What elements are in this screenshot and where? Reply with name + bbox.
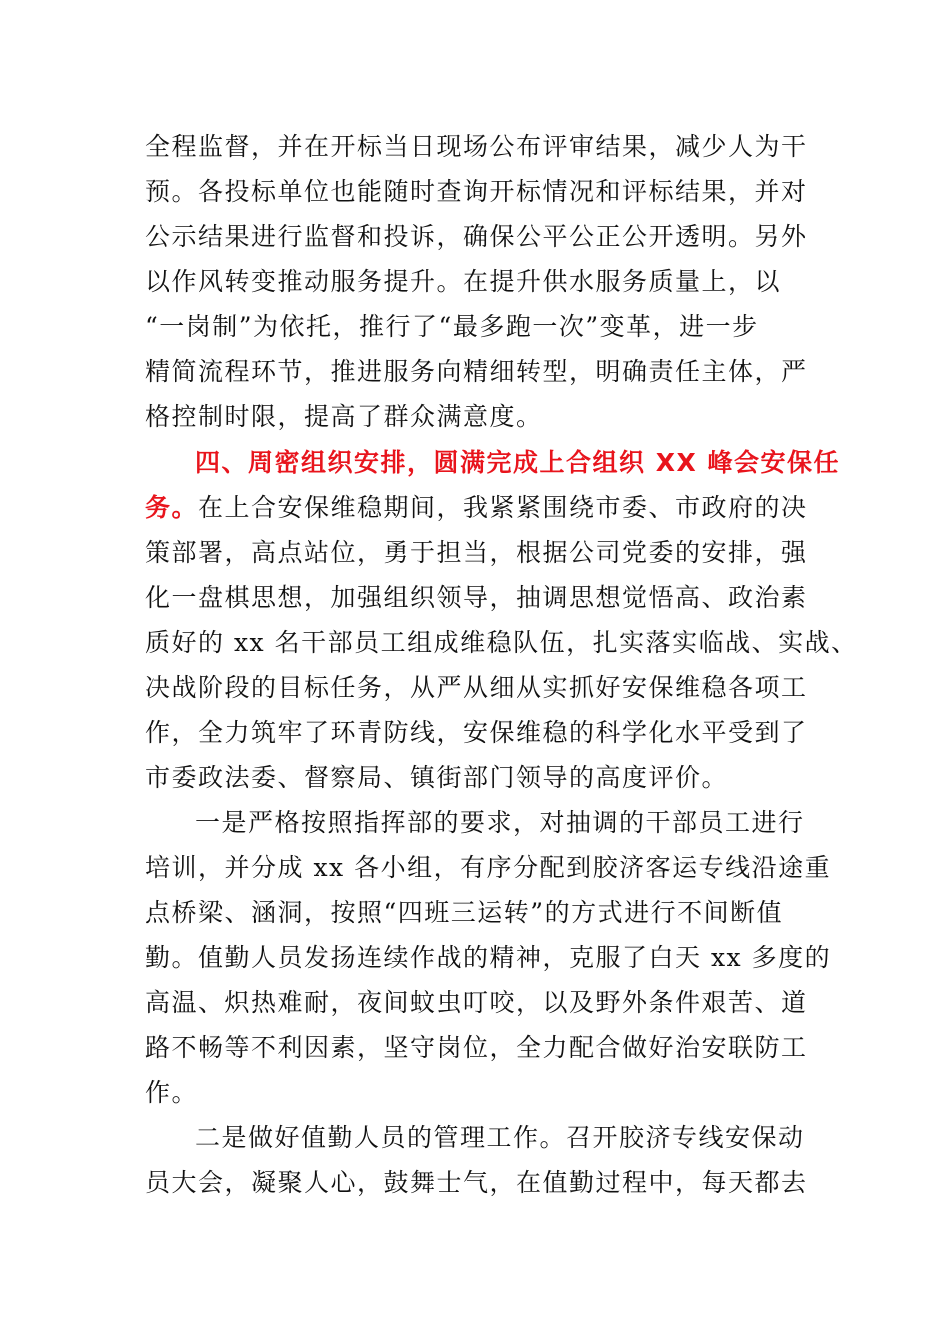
body-text-start: 在上合安保维稳期间，我紧紧围绕市委、市政府的决 [198, 493, 808, 522]
body-line: 勤。值勤人员发扬连续作战的精神，克服了白天 xx 多度的 [145, 943, 832, 972]
body-line: 预。各投标单位也能随时查询开标情况和评标结果，并对 [145, 177, 808, 206]
body-line: 质好的 xx 名干部员工组成维稳队伍，扎实落实临战、实战、 [145, 628, 858, 657]
paragraph-first-line: 一是严格按照指挥部的要求，对抽调的干部员工进行 [195, 808, 805, 837]
body-line: 路不畅等不利因素，坚守岗位，全力配合做好治安联防工 [145, 1033, 808, 1062]
body-line: 员大会，凝聚人心，鼓舞士气，在值勤过程中，每天都去 [145, 1168, 808, 1197]
body-line: 作，全力筑牢了环青防线，安保维稳的科学化水平受到了 [145, 718, 808, 747]
body-line: 高温、炽热难耐，夜间蚊虫叮咬，以及野外条件艰苦、道 [145, 988, 808, 1017]
heading-continuation-line [145, 485, 825, 530]
body-line: 化一盘棋思想，加强组织领导，抽调思想觉悟高、政治素 [145, 583, 808, 612]
body-line: 格控制时限，提高了群众满意度。 [145, 402, 543, 431]
body-line: 作。 [145, 1078, 199, 1107]
body-line: 全程监督，并在开标当日现场公布评审结果，减少人为干 [145, 132, 808, 161]
body-line: 决战阶段的目标任务，从严从细从实抓好安保维稳各项工 [145, 673, 808, 702]
section-heading-end: 务。 [145, 493, 199, 522]
section-heading: 四、周密组织安排，圆满完成上合组织 XX 峰会安保任 [195, 448, 840, 477]
body-line: 精简流程环节，推进服务向精细转型，明确责任主体，严 [145, 357, 808, 386]
body-line: 以作风转变推动服务提升。在提升供水服务质量上，以 [145, 267, 782, 296]
body-line: 策部署，高点站位，勇于担当，根据公司党委的安排，强 [145, 538, 808, 567]
body-line: “一岗制”为依托，推行了“最多跑一次”变革，进一步 [145, 312, 759, 341]
body-line: 公示结果进行监督和投诉，确保公平公正公开透明。另外 [145, 222, 808, 251]
body-line: 培训，并分成 xx 各小组，有序分配到胶济客运专线沿途重 [145, 853, 832, 882]
paragraph-first-line: 二是做好值勤人员的管理工作。召开胶济专线安保动 [195, 1123, 805, 1152]
body-line: 市委政法委、督察局、镇街部门领导的高度评价。 [145, 763, 729, 792]
body-line: 点桥梁、涵洞，按照“四班三运转”的方式进行不间断值 [145, 898, 784, 927]
